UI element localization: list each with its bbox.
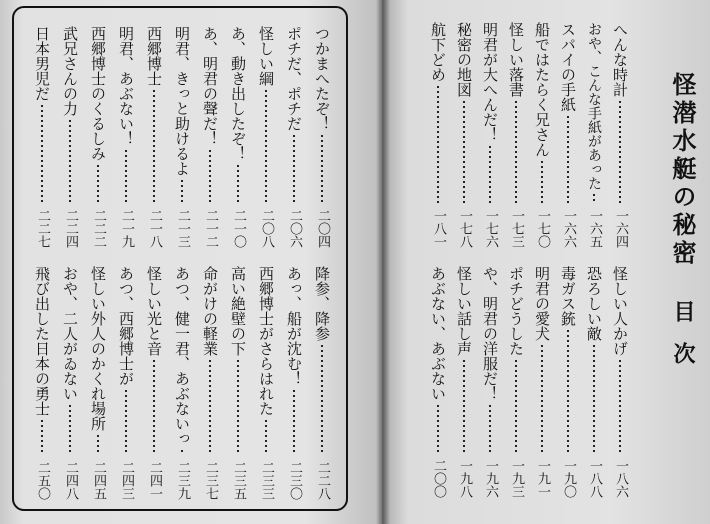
toc-entry-title: 明君、きっと助けるよ xyxy=(173,26,191,176)
toc-entry-page: 一六五 xyxy=(587,209,602,248)
toc-entry-title: 怪しい落書 xyxy=(507,22,525,97)
toc-entry-page: 二二七 xyxy=(35,209,50,248)
toc-leader-dots xyxy=(619,360,621,453)
toc-entry xyxy=(170,26,194,250)
toc-leader-dots xyxy=(463,101,465,203)
toc-entry xyxy=(608,22,632,250)
toc-entry-title: おや、二人がゐない xyxy=(61,266,79,401)
toc-entry-page: 一九八 xyxy=(457,459,472,498)
toc-leader-dots xyxy=(41,105,43,203)
toc-entry-title: つかまへたぞ！ xyxy=(313,26,331,131)
toc-entry xyxy=(556,266,580,500)
toc-leader-dots xyxy=(515,101,517,203)
toc-leader-dots xyxy=(209,150,211,203)
toc-entry-title: 怪しい話し声 xyxy=(455,266,473,356)
toc-entry-title: 怪しい綱 xyxy=(257,26,275,86)
toc-entry-title: あぶない、あぶない xyxy=(429,266,447,401)
toc-entry-title: 船ではたらく兄さん xyxy=(533,22,551,157)
toc-entry xyxy=(504,22,528,250)
toc-leader-dots xyxy=(567,116,569,203)
toc-entry-title: 西郷博士 xyxy=(145,26,163,86)
toc-entry-title: ポチどうした xyxy=(507,266,525,356)
toc-entry-page: 二四五 xyxy=(91,461,106,500)
toc-entry-page: 一八一 xyxy=(431,209,446,248)
toc-entry-title: 明君、あぶない！ xyxy=(117,26,135,146)
toc-entry xyxy=(254,26,278,250)
toc-entry-page: 一八六 xyxy=(613,459,628,498)
toc-entry-title: あっ、船が沈む！ xyxy=(285,266,303,386)
toc-entry-title: 西郷博士のくるしみ xyxy=(89,26,107,161)
toc-entry xyxy=(556,22,580,250)
toc-leader-dots xyxy=(437,405,439,453)
toc-leader-dots xyxy=(567,330,569,453)
toc-entry xyxy=(58,26,82,250)
toc-entry-title: あ、明君の聲だ！ xyxy=(201,26,219,146)
toc-entry xyxy=(198,266,222,502)
book-title: 怪潜水艇の秘密 xyxy=(668,72,697,268)
toc-entry xyxy=(530,266,554,500)
toc-entry-page: 二三七 xyxy=(203,461,218,500)
toc-entry xyxy=(310,266,334,502)
toc-entry-page: 二三〇 xyxy=(287,461,302,500)
toc-entry xyxy=(530,22,554,250)
toc-entry-page: 一六六 xyxy=(561,209,576,248)
toc-entry xyxy=(30,266,54,502)
toc-leader-dots xyxy=(489,405,491,453)
toc-leader-dots xyxy=(153,360,155,455)
toc-entry-title: おや、こんな手紙があった xyxy=(586,22,602,190)
toc-leader-dots xyxy=(593,345,595,453)
toc-entry-title: あ、動き出したぞ！ xyxy=(229,26,247,161)
toc-entry-page: 一七三 xyxy=(509,209,524,248)
toc-leader-dots xyxy=(97,435,99,455)
toc-entry-title: 怪しい外人のかくれ場所 xyxy=(89,266,107,431)
toc-entry-title: 明君の愛犬 xyxy=(533,266,551,341)
toc-entry-title: 怪しい光と音 xyxy=(145,266,163,356)
toc-leader-dots xyxy=(181,180,183,203)
toc-entry-title: 命がけの軽業 xyxy=(201,266,219,356)
toc-entry-page: 一六四 xyxy=(613,209,628,248)
toc-entry xyxy=(58,266,82,502)
toc-leader-dots xyxy=(69,405,71,455)
toc-leader-dots xyxy=(265,90,267,203)
toc-entry-title: 西郷博士がさらはれた xyxy=(257,266,275,416)
toc-entry-page: 二三三 xyxy=(259,461,274,500)
toc-leader-dots xyxy=(153,90,155,203)
toc-leader-dots xyxy=(41,420,43,455)
toc-entry-page: 二四八 xyxy=(63,461,78,500)
toc-entry-title: ポチだ、ポチだ xyxy=(285,26,303,131)
toc-entry-page: 一九三 xyxy=(509,459,524,498)
toc-entry xyxy=(30,26,54,250)
toc-entry-page: 二三九 xyxy=(175,461,190,500)
toc-entry-page: 一七〇 xyxy=(535,209,550,248)
toc-leader-dots xyxy=(237,165,239,203)
toc-entry-page: 二〇〇 xyxy=(431,459,446,498)
toc-entry xyxy=(86,266,110,502)
toc-entry xyxy=(198,26,222,250)
toc-entry xyxy=(608,266,632,500)
toc-leader-dots xyxy=(125,390,127,455)
toc-entry-page: 一七八 xyxy=(457,209,472,248)
toc-entry-page: 二一三 xyxy=(175,209,190,248)
toc-entry xyxy=(170,266,194,502)
toc-entry-page: 二一二 xyxy=(203,209,218,248)
toc-entry-page: 一九一 xyxy=(535,459,550,498)
toc-entry xyxy=(142,266,166,502)
toc-leader-dots xyxy=(265,420,267,455)
toc-entry xyxy=(142,26,166,250)
toc-entry-page: 二二四 xyxy=(63,209,78,248)
toc-leader-dots xyxy=(293,390,295,455)
right-page xyxy=(382,0,710,524)
toc-entry-page: 二一九 xyxy=(119,209,134,248)
toc-leader-dots xyxy=(619,101,621,203)
toc-leader-dots xyxy=(321,345,323,455)
toc-entry-page: 二二二 xyxy=(91,209,106,248)
toc-entry-page: 二〇八 xyxy=(259,209,274,248)
toc-entry-page: 二三五 xyxy=(231,461,246,500)
toc-entry xyxy=(478,22,502,250)
book-gutter xyxy=(376,0,390,524)
toc-entry xyxy=(452,266,476,500)
toc-entry xyxy=(226,26,250,250)
toc-leader-dots xyxy=(437,86,439,203)
toc-entry-page: 二四三 xyxy=(119,461,134,500)
toc-leader-dots xyxy=(181,450,183,455)
toc-entry xyxy=(282,26,306,250)
toc-entry-title: あつ、健一君、あぶないっ xyxy=(173,266,191,446)
toc-entry xyxy=(426,22,450,250)
toc-entry xyxy=(478,266,502,500)
toc-entry-title: スパイの手紙 xyxy=(559,22,577,112)
toc-entry-title: 飛び出した日本の勇士 xyxy=(33,266,51,416)
toc-leader-dots xyxy=(97,165,99,203)
toc-entry xyxy=(254,266,278,502)
toc-leader-dots xyxy=(541,161,543,203)
toc-entry-title: 降参、降参 xyxy=(313,266,331,341)
toc-entry-title: や、明君の洋服だ！ xyxy=(481,266,499,401)
toc-entry-title: 怪しい人かげ xyxy=(611,266,629,356)
toc-entry-title: 航下どめ xyxy=(429,22,447,82)
toc-leader-dots xyxy=(209,360,211,455)
toc-leader-dots xyxy=(541,345,543,453)
toc-entry xyxy=(504,266,528,500)
toc-leader-dots xyxy=(515,360,517,453)
toc-entry-page: 一九六 xyxy=(483,459,498,498)
toc-entry xyxy=(86,26,110,250)
toc-entry-title: 恐ろしい敵 xyxy=(585,266,603,341)
toc-leader-dots xyxy=(293,135,295,203)
toc-entry-page: 二一八 xyxy=(147,209,162,248)
toc-entry-page: 二〇四 xyxy=(315,209,330,248)
toc-entry-title: 明君が大へんだ！ xyxy=(481,22,499,142)
toc-entry-page: 一七六 xyxy=(483,209,498,248)
toc-entry xyxy=(582,22,606,250)
toc-entry-page: 二四一 xyxy=(147,461,162,500)
toc-entry-title: へんな時計 xyxy=(611,22,629,97)
toc-entry xyxy=(310,26,334,250)
toc-entry-title: 武兄さんの力 xyxy=(61,26,79,116)
toc-entry xyxy=(426,266,450,500)
toc-entry-page: 二〇六 xyxy=(287,209,302,248)
toc-entry xyxy=(282,266,306,502)
toc-entry-title: 高い絶壁の下 xyxy=(229,266,247,356)
toc-leader-dots xyxy=(489,146,491,203)
toc-leader-dots xyxy=(321,135,323,203)
toc-entry-title: 毒ガス銃 xyxy=(559,266,577,326)
toc-entry xyxy=(114,26,138,250)
toc-entry xyxy=(582,266,606,500)
toc-leader-dots xyxy=(237,360,239,455)
toc-entry-title: 秘密の地図 xyxy=(455,22,473,97)
toc-heading: 目次 xyxy=(670,300,696,384)
toc-entry xyxy=(114,266,138,502)
toc-leader-dots xyxy=(69,120,71,203)
toc-entry xyxy=(226,266,250,502)
toc-entry-title: 日本男児だ xyxy=(33,26,51,101)
toc-entry xyxy=(452,22,476,250)
toc-leader-dots xyxy=(125,150,127,203)
toc-entry-page: 一八八 xyxy=(587,459,602,498)
toc-entry-page: 二二八 xyxy=(315,461,330,500)
toc-leader-dots xyxy=(463,360,465,453)
toc-entry-page: 一九〇 xyxy=(561,459,576,498)
toc-entry-page: 二一〇 xyxy=(231,209,246,248)
toc-entry-title: あつ、西郷博士が xyxy=(117,266,135,386)
toc-leader-dots xyxy=(593,194,595,203)
toc-entry-page: 二五〇 xyxy=(35,461,50,500)
